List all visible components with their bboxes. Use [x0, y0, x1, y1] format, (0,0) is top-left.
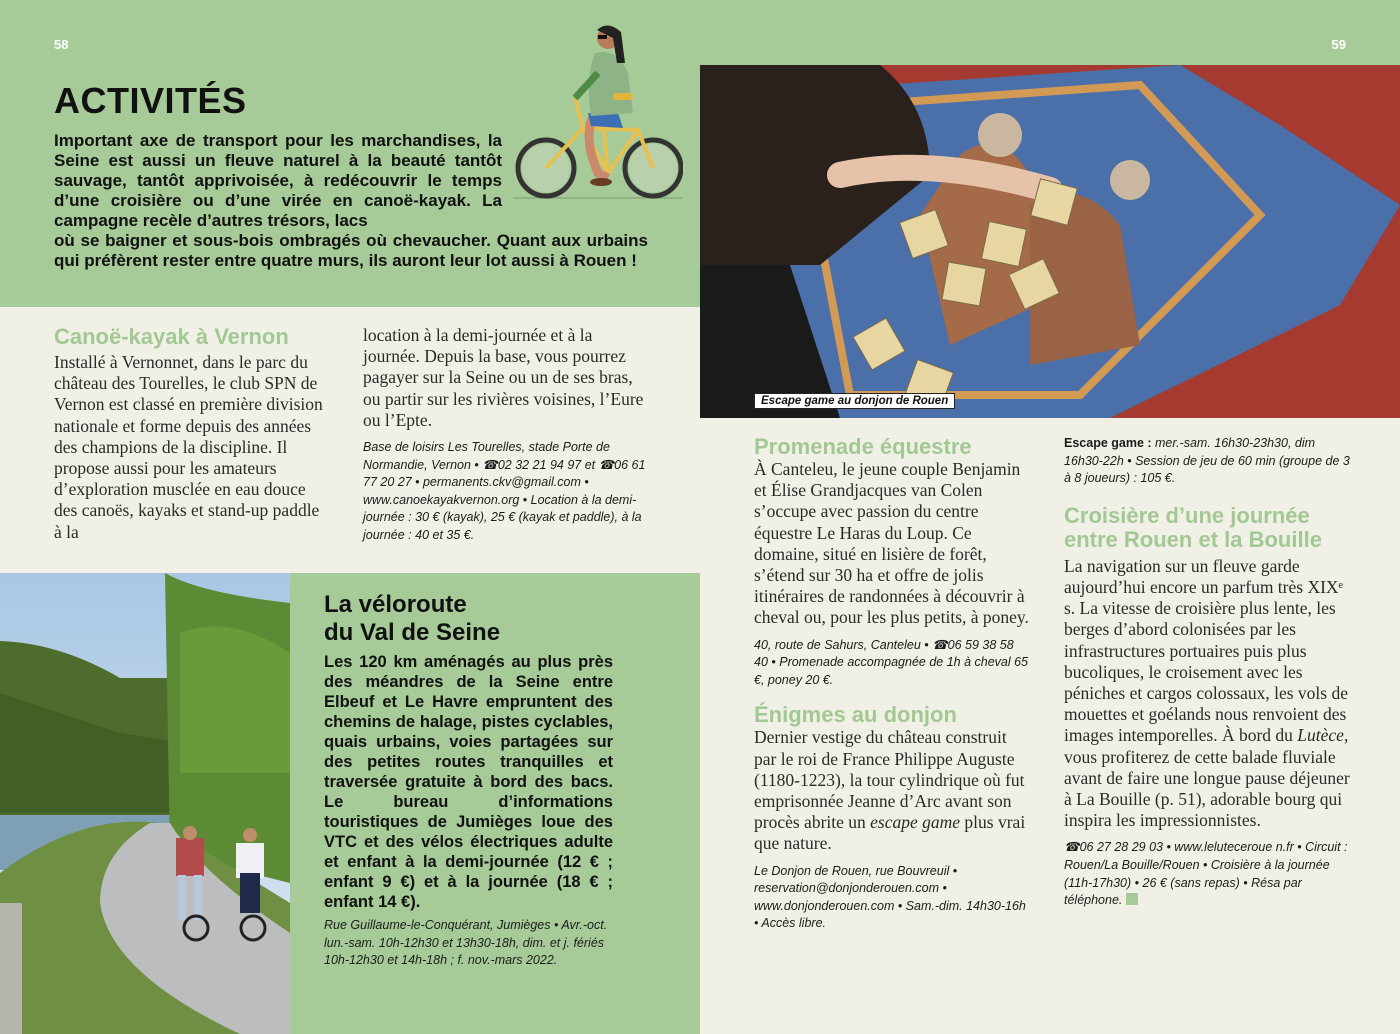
- page-number-left: 58: [54, 37, 69, 52]
- escape-game-photo: [700, 65, 1400, 418]
- veloroute-box: [290, 573, 700, 1034]
- page-number-right: 59: [1331, 37, 1346, 52]
- right-page-header: [700, 0, 1400, 65]
- donjon-body: [754, 727, 1029, 854]
- section-title: ACTIVITÉS: [54, 80, 247, 121]
- veloroute-title-line1: La véloroute: [324, 591, 467, 618]
- equestre-section: [754, 435, 1029, 689]
- veloroute-practical-info: Rue Guillaume-le-Conquérant, Jumièges • Avr.-oct. lun.-sam. 10h-12h30 et 13h30-18h, dim. et j. fériés 10h-12h30 et 14h-18h ; f. nov.-mars 2022.: [324, 918, 608, 968]
- cyclist-illustration: [513, 18, 683, 203]
- donjon-body-italic: escape game: [870, 812, 961, 833]
- canoe-section: [0, 307, 700, 573]
- veloroute-body-wrap: [324, 652, 613, 970]
- intro-text-wide: où se baigner et sous-bois ombragés où chevaucher. Quant aux urbains qui préfèrent rester entre quatre murs, ils auront leur lot aussi à Rouen !: [54, 231, 648, 270]
- croisiere-title: Croisière d’une journée entre Rouen et la Bouille: [1064, 502, 1322, 552]
- veloroute-body: Les 120 km aménagés au plus près des méandres de la Seine entre Elbeuf et Le Havre empruntent des chemins de halage, pistes cyclables, quais urbains, voies partagées sur des petites routes tranquilles et traversée gratuite à bord des bacs. Le bureau d’informations touristiques de Jumièges loue des VTC et des vélos électriques adulte et enfant à la demi-journée (12 € ; enfant 9 €) et à la journée (18 € ; enfant 14 €).: [324, 653, 613, 911]
- veloroute-title-line2: du Val de Seine: [324, 619, 501, 646]
- croisiere-body: [1064, 556, 1354, 832]
- donjon-practical-info: Le Donjon de Rouen, rue Bouvreuil • reservation@donjonderouen.com • www.donjonderouen.com • Sam.-dim. 14h30-16h • Accès libre.: [754, 863, 1026, 931]
- equestre-body: À Canteleu, le jeune couple Benjamin et Élise Grandjacques van Colen s’occupe avec passion du centre équestre Le Haras du Loup. Ce domaine, situé en lisière de forêt, s’étend sur 30 ha et offre de jolis itinéraires de randonnées à découvrir à cheval ou, pour les plus petits, à poney.: [754, 459, 1029, 628]
- donjon-section: [754, 703, 1029, 933]
- escape-game-label: Escape game :: [1064, 436, 1152, 450]
- canoe-practical-info: Base de loisirs Les Tourelles, stade Porte de Normandie, Vernon • ☎02 32 21 94 97 et ☎06 61 77 20 27 • permanents.ckv@gmail.com • www.canoekayakvernon.org • Location à la demi-journée : 30 € (kayak), 25 € (kayak et paddle), à la journée : 40 et 35 €.: [363, 440, 646, 542]
- croisiere-section: [1064, 504, 1354, 910]
- donjon-body-part2: plus vrai que nature.: [754, 812, 1026, 854]
- croisiere-boat-name: Lutèce: [1297, 725, 1344, 746]
- escape-game-info: [1064, 435, 1354, 488]
- equestre-practical-info: 40, route de Sahurs, Canteleu • ☎06 59 38 58 40 • Promenade accompagnée de 1h à cheval 65 €, poney 20 €.: [754, 637, 1029, 687]
- croisiere-body-part1: La navigation sur un fleuve garde aujourd’hui encore un parfum très XIXᵉ s. La vitesse de croisière plus lente, les berges d’abord colonisées par les infrastructures portuaires puis plus bucoliques, le croisement avec les péniches et cargos colossaux, les vols de mouettes et goélands nous renvoient des images intemporelles. À bord du: [1064, 555, 1348, 746]
- right-column-2: [1064, 435, 1354, 922]
- croisiere-body-part2: , vous profiterez de cette balade fluviale avant de faire une longue pause déjeuner à La Bouille (p. 51), adorable bourg qui inspira les impressionnistes.: [1064, 725, 1350, 831]
- canoe-body-col2: location à la demi-journée et à la journée. Depuis la base, vous pourrez pagayer sur la Seine ou un de ses bras, ou partir sur les rivières voisines, l’Eure ou l’Epte.: [363, 325, 644, 430]
- right-column-1: [754, 435, 1029, 945]
- intro-panel: [0, 0, 700, 307]
- veloroute-title: [324, 591, 500, 647]
- donjon-title: Énigmes au donjon: [754, 702, 957, 728]
- canoe-col2: [363, 325, 648, 545]
- cyclists-riverside-photo: [0, 573, 290, 1034]
- canoe-body-col1: Installé à Vernonnet, dans le parc du château des Tourelles, le club SPN de Vernon est classé en première division nationale et forme depuis des années des champions de la discipline. Il propose aussi pour les amateurs d’exploration musclée en eau douce des canoës, kayaks et stand-up paddle à la: [54, 352, 323, 542]
- equestre-title: Promenade équestre: [754, 434, 972, 459]
- canoe-title: Canoë-kayak à Vernon: [54, 324, 289, 349]
- escape-game-details: mer.-sam. 16h30-23h30, dim 16h30-22h • Session de jeu de 60 min (groupe de 3 à 8 joueurs) : 105 €.: [1064, 436, 1350, 486]
- croisiere-practical-info: ☎06 27 28 29 03 • www.leluteceroue n.fr • Circuit : Rouen/La Bouille/Rouen • Croisière à la journée (11h-17h30) • 26 € (sans repas) • Résa par téléphone.: [1064, 840, 1348, 908]
- intro-text-narrow: Important axe de transport pour les marchandises, la Seine est aussi un fleuve naturel à la beauté tantôt sauvage, tantôt apprivoisée, à redécouvrir le temps d’une croisière ou d’une virée en canoë-kayak. La campagne recèle d’autres trésors, lacs: [54, 131, 502, 230]
- photo-caption: Escape game au donjon de Rouen: [754, 393, 955, 409]
- end-of-article-square-icon: [1126, 893, 1138, 905]
- croisiere-practical-info-wrap: [1064, 839, 1354, 909]
- donjon-body-part1: Dernier vestige du château construit par le roi de France Philippe Auguste (1180-1223), la tour cylindrique où fut emprisonnée Jeanne d’Arc avant son procès abrite un: [754, 727, 1025, 833]
